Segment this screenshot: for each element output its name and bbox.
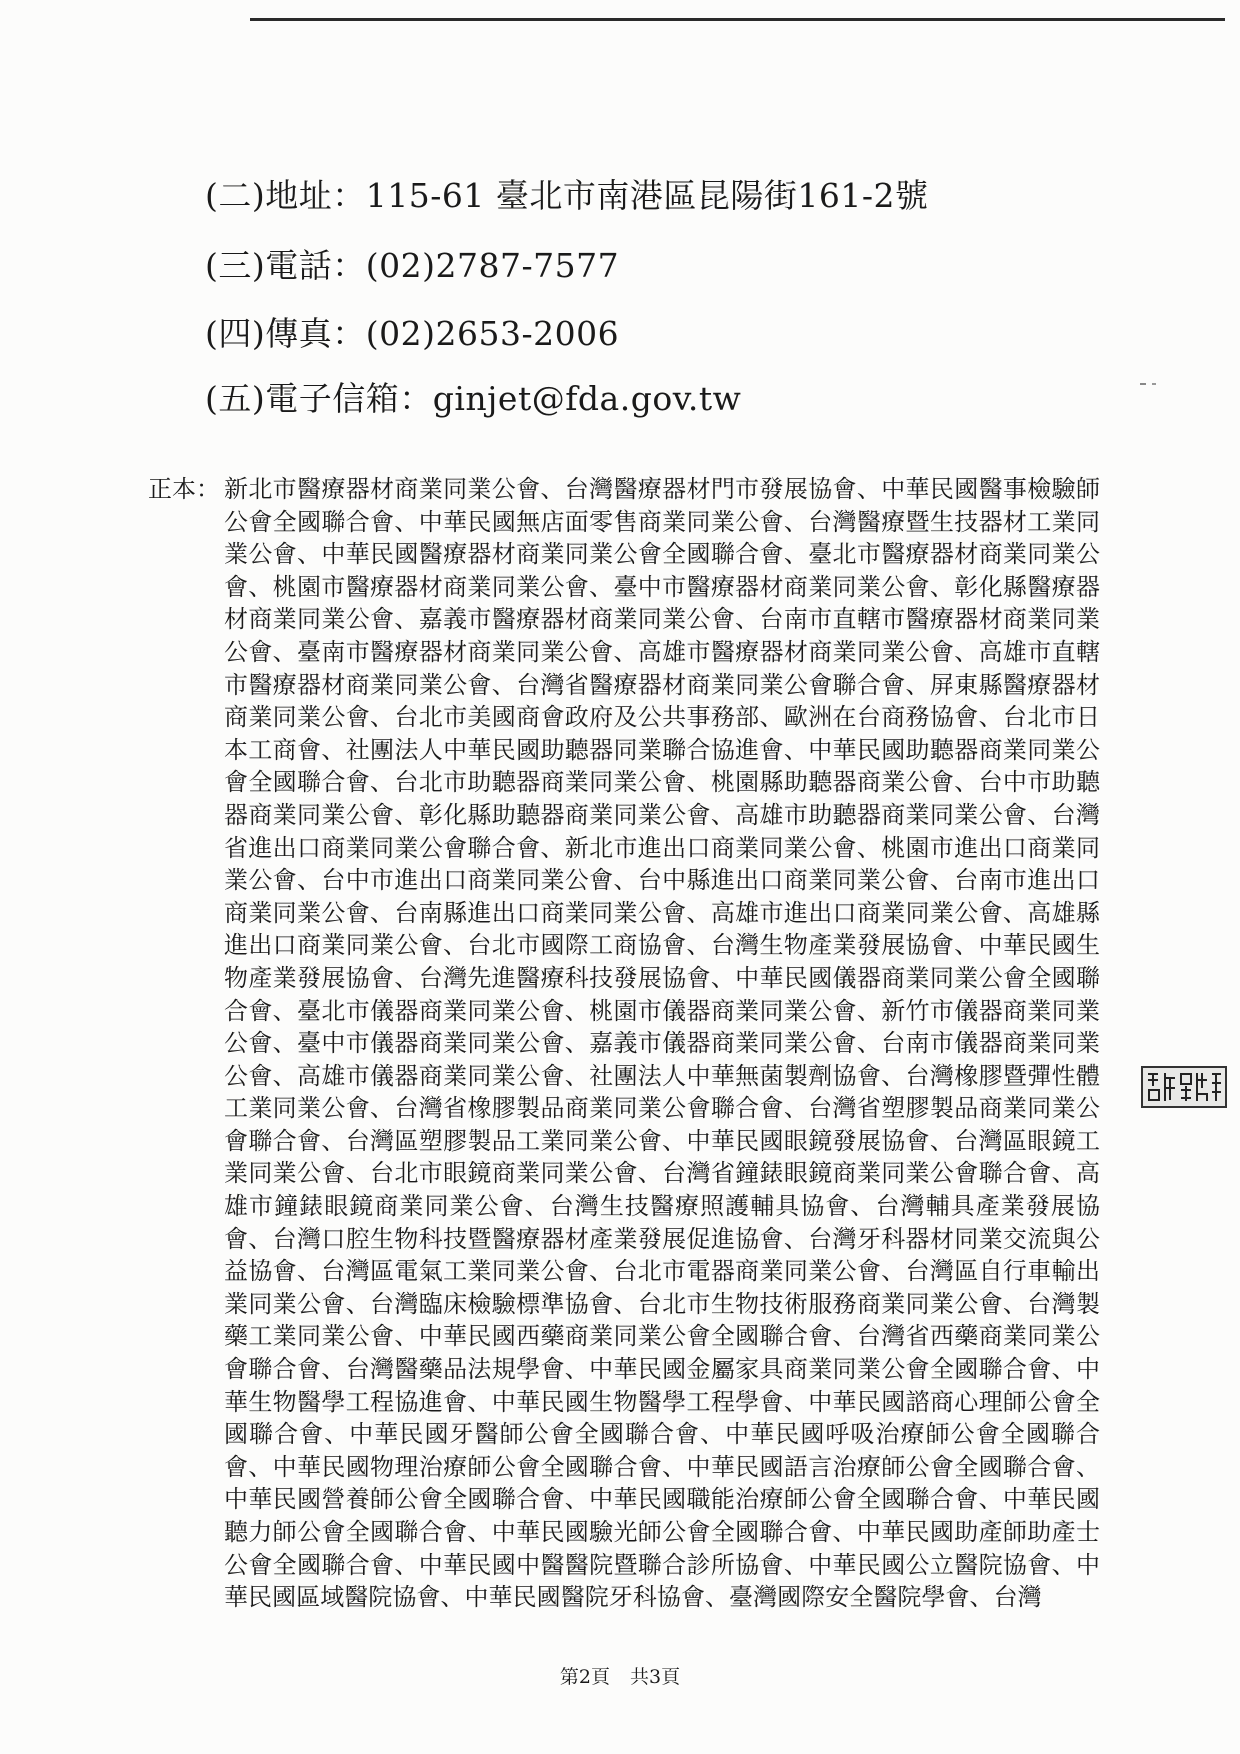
page-total: 共3頁 <box>630 1666 681 1688</box>
address-row <box>205 176 929 216</box>
email-value: ginjet@fda.gov.tw <box>432 379 742 418</box>
phone-label: (三)電話： <box>205 246 366 285</box>
top-rule <box>250 18 1225 21</box>
email-label: (五)電子信箱： <box>205 379 433 418</box>
page-current: 第2頁 <box>559 1666 610 1688</box>
seal-stamp <box>1141 1066 1227 1108</box>
address-label: (二)地址： <box>205 176 366 215</box>
email-row <box>205 379 741 419</box>
fax-row <box>205 314 619 354</box>
page-footer <box>0 1662 1240 1689</box>
recipients-list: 新北市醫療器材商業同業公會、台灣醫療器材門市發展協會、中華民國醫事檢驗師公會全國聯合會、中華民國無店面零售商業同業公會、台灣醫療暨生技器材工業同業公會、中華民國醫療器材商業同業公會全國聯合會、臺北市醫療器材商業同業公會、桃園市醫療器材商業同業公會、臺中市醫療器材商業同業公會、彰化縣醫療器材商業同業公會、嘉義市醫療器材商業同業公會、台南市直轄市醫療器材商業同業公會、臺南市醫療器材商業同業公會、高雄市醫療器材商業同業公會、高雄市直轄市醫療器材商業同業公會、台灣省醫療器材商業同業公會聯合會、屏東縣醫療器材商業同業公會、台北市美國商會政府及公共事務部、歐洲在台商務協會、台北市日本工商會、社團法人中華民國助聽器同業聯合協進會、中華民國助聽器商業同業公會全國聯合會、台北市助聽器商業同業公會、桃園縣助聽器商業公會、台中市助聽器商業同業公會、彰化縣助聽器商業同業公會、高雄市助聽器商業同業公會、台灣省進出口商業同業公會聯合會、新北市進出口商業同業公會、桃園市進出口商業同業公會、台中市進出口商業同業公會、台中縣進出口商業同業公會、台南市進出口商業同業公會、台南縣進出口商業同業公會、高雄市進出口商業同業公會、高雄縣進出口商業同業公會、台北市國際工商協會、台灣生物產業發展協會、中華民國生物產業發展協會、台灣先進醫療科技發展協會、中華民國儀器商業同業公會全國聯合會、臺北市儀器商業同業公會、桃園市儀器商業同業公會、新竹市儀器商業同業公會、臺中市儀器商業同業公會、嘉義市儀器商業同業公會、台南市儀器商業同業公會、高雄市儀器商業同業公會、社團法人中華無菌製劑協會、台灣橡膠暨彈性體工業同業公會、台灣省橡膠製品商業同業公會聯合會、台灣省塑膠製品商業同業公會聯合會、台灣區塑膠製品工業同業公會、中華民國眼鏡發展協會、台灣區眼鏡工業同業公會、台北市眼鏡商業同業公會、台灣省鐘錶眼鏡商業同業公會聯合會、高雄市鐘錶眼鏡商業同業公會、台灣生技醫療照護輔具協會、台灣輔具產業發展協會、台灣口腔生物科技暨醫療器材產業發展促進協會、台灣牙科器材同業交流與公益協會、台灣區電氣工業同業公會、台北市電器商業同業公會、台灣區自行車輸出業同業公會、台灣臨床檢驗標準協會、台北市生物技術服務商業同業公會、台灣製藥工業同業公會、中華民國西藥商業同業公會全國聯合會、台灣省西藥商業同業公會聯合會、台灣醫藥品法規學會、中華民國金屬家具商業同業公會全國聯合會、中華生物醫學工程協進會、中華民國生物醫學工程學會、中華民國諮商心理師公會全國聯合會、中華民國牙醫師公會全國聯合會、中華民國呼吸治療師公會全國聯合會、中華民國物理治療師公會全國聯合會、中華民國語言治療師公會全國聯合會、中華民國營養師公會全國聯合會、中華民國職能治療師公會全國聯合會、中華民國聽力師公會全國聯合會、中華民國驗光師公會全國聯合會、中華民國助產師助產士公會全國聯合會、中華民國中醫醫院暨聯合診所協會、中華民國公立醫院協會、中華民國區域醫院協會、中華民國醫院牙科協會、臺灣國際安全醫院學會、台灣 <box>224 475 1100 1612</box>
fax-value: (02)2653-2006 <box>365 314 620 353</box>
scan-speck <box>1140 382 1162 386</box>
phone-row <box>205 246 619 286</box>
phone-value: (02)2787-7577 <box>365 246 620 285</box>
fax-label: (四)傳真： <box>205 314 366 353</box>
address-value: 115-61 臺北市南港區昆陽街161-2號 <box>365 176 929 215</box>
recipients-label: 正本： <box>148 475 220 503</box>
